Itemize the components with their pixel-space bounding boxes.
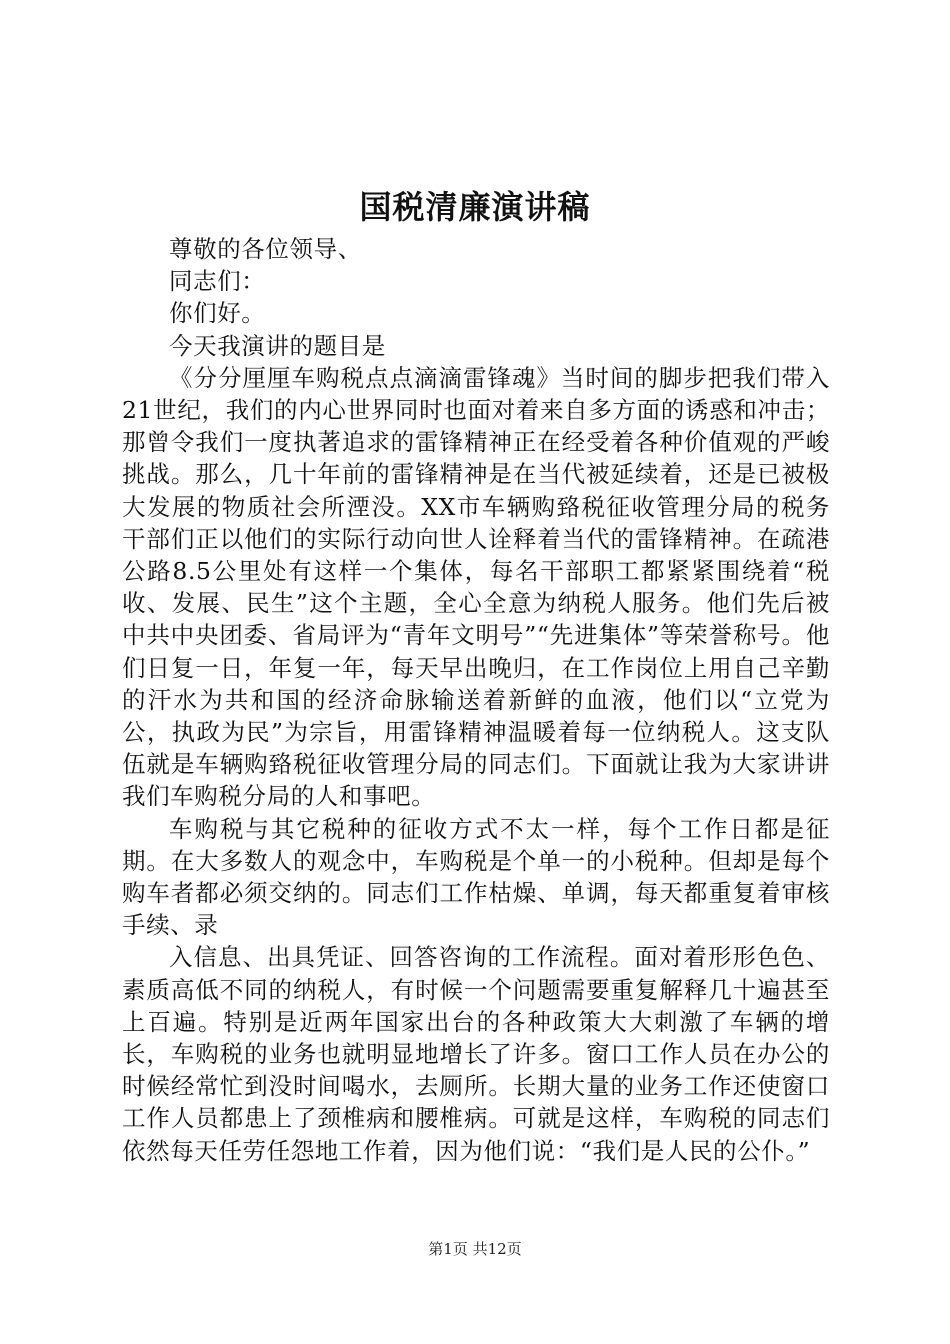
salutation-line-1: 尊敬的各位领导、 bbox=[169, 235, 362, 263]
body-paragraph-3: 入信息、出具凭证、回答咨询的工作流程。面对着形形色色、素质高低不同的纳税人，有时候一个问题需要重复解释几十遍甚至上百遍。特别是近两年国家出台的各种政策大大刺激了车辆的增长，车购税的业务也就明显地增长了许多。窗口工作人员在办公的时候经常忙到没时间喝水，去厕所。长期大量的业务工作还使窗口工作人员都患上了颈椎病和腰椎病。可就是这样，车购税的同志们依然每天任劳任怨地工作着，因为他们说：“我们是人民的公仆。” bbox=[122, 943, 830, 1165]
salutation-line-2: 同志们： bbox=[169, 267, 266, 296]
document-title: 国税清廉演讲稿 bbox=[359, 188, 591, 226]
body-paragraph-1: 《分分厘厘车购税点点滴滴雷锋魂》当时间的脚步把我们带入21世纪，我们的内心世界同时也面对着来自多方面的诱惑和冲击；那曾令我们一度执著追求的雷锋精神正在经受着各种价值观的严峻挑战。那么，几十年前的雷锋精神是在当代被延续着，还是已被极大发展的物质社会所湮没。XX市车辆购臵税征收管理分局的税务干部们正以他们的实际行动向世人诠释着当代的雷锋精神。在疏港公路8.5公里处有这样一个集体，每名干部职工都紧紧围绕着“税收、发展、民生”这个主题，全心全意为纳税人服务。他们先后被中共中央团委、省局评为“青年文明号”“先进集体”等荣誉称号。他们日复一日，年复一年，每天早出晚归，在工作岗位上用自己辛勤的汗水为共和国的经济命脉输送着新鲜的血液，他们以“立党为公，执政为民”为宗旨，用雷锋精神温暖着每一位纳税人。这支队伍就是车辆购臵税征收管理分局的同志们。下面就让我为大家讲讲我们车购税分局的人和事吧。 bbox=[122, 363, 830, 811]
topic-intro-line: 今天我演讲的题目是 bbox=[169, 331, 386, 360]
body-paragraph-2: 车购税与其它税种的征收方式不太一样，每个工作日都是征期。在大多数人的观念中，车购税是个单一的小税种。但却是每个购车者都必须交纳的。同志们工作枯燥、单调，每天都重复着审核手续、录 bbox=[122, 814, 830, 940]
document-body bbox=[122, 233, 830, 1167]
greeting-line: 你们好。 bbox=[169, 299, 266, 328]
page-number-footer: 第1页 共12页 bbox=[428, 1240, 522, 1258]
